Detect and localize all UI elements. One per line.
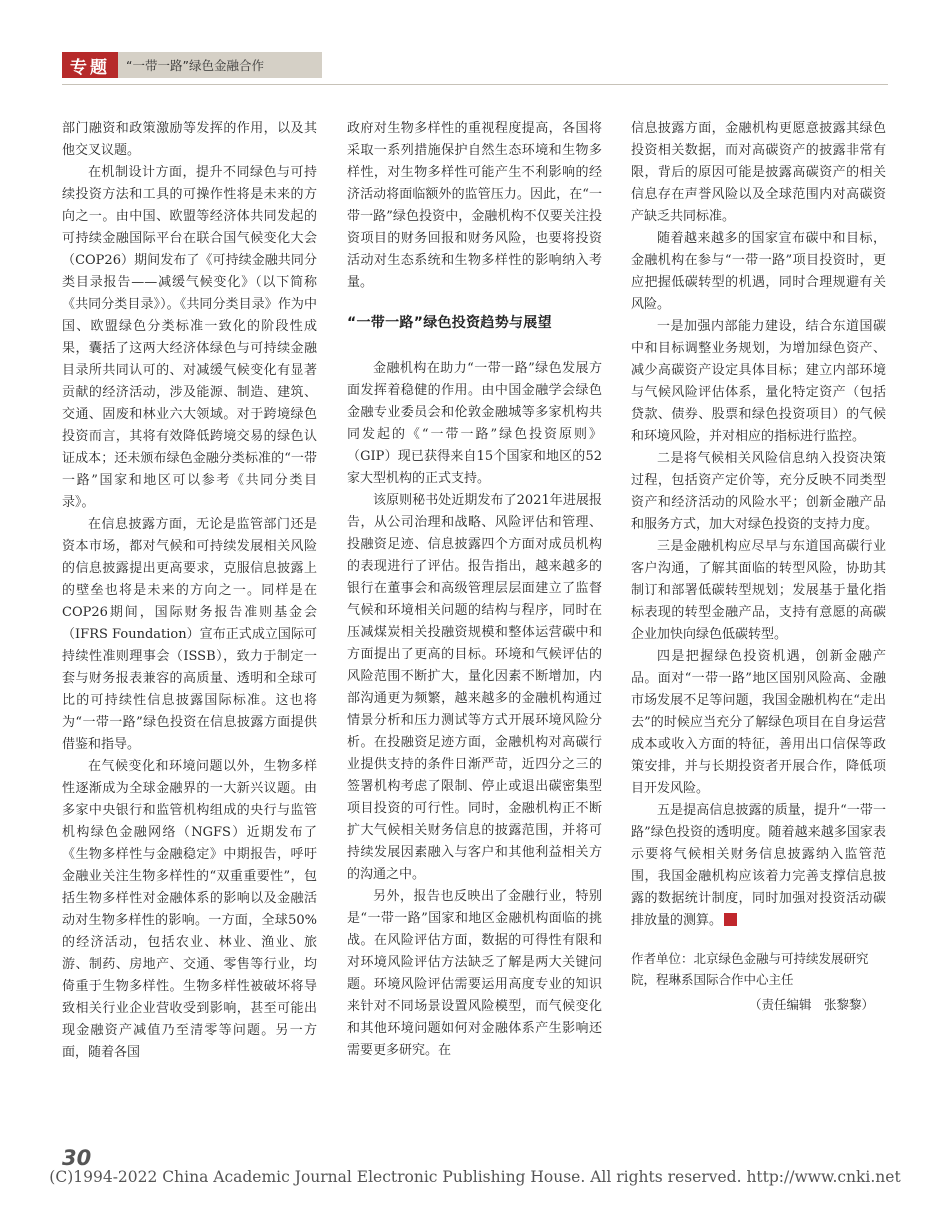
paragraph: 金融机构在助力“一带一路”绿色发展方面发挥着稳健的作用。由中国金融学会绿色金融专业委员会和伦敦金融城等多家机构共同发起的《“一带一路”绿色投资原则》（GIP）现已获得来自15个国家和地区的52家大型机构的正式支持。: [347, 361, 602, 486]
section-header: [62, 52, 322, 78]
paragraph: 在机制设计方面，提升不同绿色与可持续投资方法和工具的可操作性将是未来的方向之一。由中国、欧盟等经济体共同发起的可持续金融国际平台在联合国气候变化大会（COP26）期间发布了《可持续金融共同分类目录报告——减缓气候变化》（以下简称《共同分类目录》）。《共同分类目录》作为中国、欧盟绿色分类标准一致化的阶段性成果，囊括了这两大经济体绿色与可持续金融目录所共同认可的、对减缓气候变化有显著贡献的经济活动，涉及能源、制造、建筑、交通、固废和林业六大领域。对于跨境绿色投资而言，其将有效降低跨境交易的绿色认证成本；还未颁布绿色金融分类标准的“一带一路”国家和地区可以参考《共同分类目录》。: [62, 165, 317, 510]
paragraph: 部门融资和政策激励等发挥的作用，以及其他交叉议题。: [62, 121, 317, 158]
author-affiliation: 作者单位：北京绿色金融与可持续发展研究院，程琳系国际合作中心主任: [631, 951, 869, 987]
paragraph: 在信息披露方面，无论是监管部门还是资本市场，都对气候和可持续发展相关风险的信息披露提出更高要求，克服信息披露上的壁垒也将是未来的方向之一。同样是在COP26期间，国际财务报告准则基金会（IFRS Foundation）宣布正式成立国际可持续性准则理事会（ISSB），致力于制定一套与财务报表兼容的高质量、透明和全球可比的可持续性信息披露国际标准。这也将为“一带一路”绿色投资在信息披露方面提供借鉴和指导。: [62, 517, 317, 752]
paragraph: 一是加强内部能力建设，结合东道国碳中和目标调整业务规划，为增加绿色资产、减少高碳资产设定具体目标；建立内部环境与气候风险评估体系，量化特定资产（包括贷款、债券、股票和绿色投资项目）的气候和环境风险，并对相应的指标进行监控。: [631, 319, 886, 444]
paragraph-text: 五是提高信息披露的质量，提升“一带一路”绿色投资的透明度。随着越来越多国家表示要将气候相关财务信息披露纳入监管范围，我国金融机构应该着力完善支撑信息披露的数据统计制度，同时加强对投资活动碳排放量的测算。: [631, 803, 886, 928]
copyright-footer: (C)1994-2022 China Academic Journal Electronic Publishing House. All rights reserved. http://www.cnki.net: [49, 1168, 901, 1186]
header-rule: [62, 84, 888, 85]
paragraph: 政府对生物多样性的重视程度提高，各国将采取一系列措施保护自然生态环境和生物多样性，对生物多样性可能产生不利影响的经济活动将面临额外的监管压力。因此，在“一带一路”绿色投资中，金融机构不仅要关注投资项目的财务回报和财务风险，也要将投资活动对生态系统和生物多样性的影响纳入考量。: [347, 121, 602, 290]
paragraph: 三是金融机构应尽早与东道国高碳行业客户沟通，了解其面临的转型风险，协助其制订和部署低碳转型规划；发展基于量化指标表现的转型金融产品，支持有意愿的高碳企业加快向绿色低碳转型。: [631, 539, 886, 642]
paragraph-last: [631, 800, 886, 932]
end-mark-icon: [724, 913, 737, 926]
page-number: 30: [62, 1146, 92, 1170]
paragraph: 信息披露方面，金融机构更愿意披露其绿色投资相关数据，而对高碳资产的披露非常有限，背后的原因可能是披露高碳资产的相关信息存在声誉风险以及全球范围内对高碳资产缺乏共同标准。: [631, 121, 886, 224]
section-tag: 专题: [62, 52, 118, 78]
section-heading: “一带一路”绿色投资趋势与展望: [347, 315, 552, 331]
column-1: [62, 118, 317, 1064]
paragraph: 随着越来越多的国家宣布碳中和目标，金融机构在参与“一带一路”项目投资时，更应把握低碳转型的机遇，同时合理规避有关风险。: [631, 231, 886, 312]
paragraph: 该原则秘书处近期发布了2021年进展报告，从公司治理和战略、风险评估和管理、投融资足迹、信息披露四个方面对成员机构的表现进行了评估。报告指出，越来越多的银行在董事会和高级管理层层面建立了监督气候和环境相关问题的结构与程序，同时在压减煤炭相关投融资规模和整体运营碳中和方面提出了更高的目标。环境和气候评估的风险范围不断扩大，量化因素不断增加，内部沟通更为频繁，越来越多的金融机构通过情景分析和压力测试等方式开展环境风险分析。在投融资足迹方面，金融机构对高碳行业提供支持的条件日渐严苛，近四分之三的签署机构考虑了限制、停止或退出碳密集型项目投资的可行性。同时，金融机构正不断扩大气候相关财务信息的披露范围，并将可持续发展因素融入与客户和其他利益相关方的沟通之中。: [347, 493, 602, 882]
column-3: [631, 118, 886, 1016]
column-2: [347, 118, 602, 1062]
paragraph: 四是把握绿色投资机遇，创新金融产品。面对“一带一路”地区国别风险高、金融市场发展不足等问题，我国金融机构在“走出去”的时候应当充分了解绿色项目在自身运营成本或收入方面的特征，善用出口信保等政策安排，并与长期投资者开展合作，降低项目开发风险。: [631, 649, 886, 796]
paragraph: 另外，报告也反映出了金融行业，特别是“一带一路”国家和地区金融机构面临的挑战。在风险评估方面，数据的可得性有限和对环境风险评估方法缺乏了解是两大关键问题。环境风险评估需要运用高度专业的知识来针对不同场景设置风险模型，而气候变化和其他环境问题如何对金融体系产生影响还需要更多研究。在: [347, 889, 602, 1058]
editor-credit: （责任编辑 张黎黎）: [748, 997, 874, 1012]
paragraph: 二是将气候相关风险信息纳入投资决策过程，包括资产定价等，充分反映不同类型资产和经济活动的风险水平；创新金融产品和服务方式，加大对绿色投资的支持力度。: [631, 451, 886, 532]
section-subtitle: “一带一路”绿色金融合作: [118, 52, 322, 78]
paragraph: 在气候变化和环境问题以外，生物多样性逐渐成为全球金融界的一大新兴议题。由多家中央银行和监管机构组成的央行与监管机构绿色金融网络（NGFS）近期发布了《生物多样性与金融稳定》中期报告，呼吁金融业关注生物多样性的“双重重要性”，包括生物多样性对金融体系的影响以及金融活动对生物多样性的影响。一方面，全球50%的经济活动，包括农业、林业、渔业、旅游、制药、房地产、交通、零售等行业，均倚重于生物多样性。生物多样性被破坏将导致相关行业企业营收受到影响，甚至可能出现金融资产减值乃至清零等问题。另一方面，随着各国: [62, 759, 317, 1060]
